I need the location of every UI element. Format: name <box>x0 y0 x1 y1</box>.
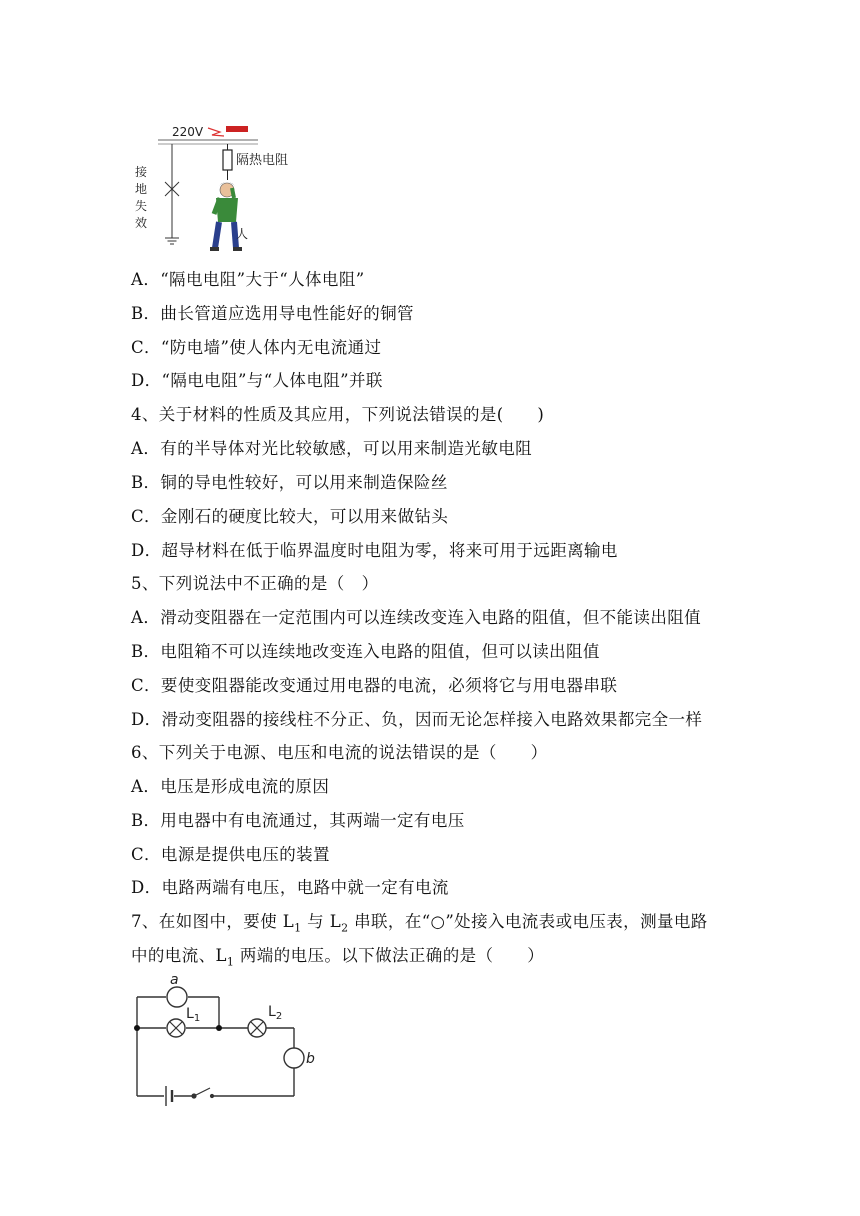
meter-a-icon <box>167 987 187 1007</box>
battery-icon <box>166 1086 172 1106</box>
lamp-l1-label: $L_1$ <box>186 1006 201 1024</box>
q7-subscript: 1 <box>226 955 235 969</box>
q6-option-c: C．电源是提供电压的装置 <box>131 845 330 864</box>
q7-text-part: 串联，在“○”处接入电流表或电压表，测量电路 <box>348 912 708 931</box>
lamp-l2-label: $L_2$ <box>268 1004 283 1022</box>
q5-option-d: D．滑动变阻器的接线柱不分正、负，因而无论怎样接入电路效果都完全一样 <box>131 710 703 729</box>
q7-subscript: 1 <box>294 921 302 935</box>
voltage-label: 220V <box>172 125 204 139</box>
spark-icon <box>208 126 248 136</box>
q3-option-a: A．“隔电电阻”大于“人体电阻” <box>131 270 365 289</box>
q4-stem: 4、关于材料的性质及其应用，下列说法错误的是( ) <box>131 405 545 424</box>
q7-text-part: 7、在如图中，要使 L <box>131 912 295 931</box>
q7-subscript: 2 <box>341 921 349 935</box>
q7-text-part: 与 L <box>301 912 342 931</box>
q4-option-a: A．有的半导体对光比较敏感，可以用来制造光敏电阻 <box>131 439 533 458</box>
q6-option-a: A．电压是形成电流的原因 <box>131 777 330 796</box>
ground-symbol-icon <box>165 238 179 244</box>
q4-option-b: B．铜的导电性较好，可以用来制造保险丝 <box>131 473 448 492</box>
q3-option-c: C．“防电墙”使人体内无电流通过 <box>131 338 382 357</box>
side-label-char-1: 接 <box>135 165 148 179</box>
resistor-label: 隔热电阻 <box>236 153 289 168</box>
q7-text-part: 两端的电压。以下做法正确的是（ ） <box>234 946 545 965</box>
q6-stem: 6、下列关于电源、电压和电流的说法错误的是（ ） <box>131 743 548 762</box>
resistor-icon <box>223 150 232 170</box>
q7-stem-line-1 <box>131 912 708 938</box>
side-label-char-4: 效 <box>135 216 148 230</box>
q5-option-b: B．电阻箱不可以连续地改变连入电路的阻值，但可以读出阻值 <box>131 642 600 661</box>
person-label: 人 <box>236 227 249 241</box>
isolation-resistor-figure <box>128 118 308 254</box>
q5-option-c: C．要使变阻器能改变通过用电器的电流，必须将它与用电器串联 <box>131 676 618 695</box>
meter-a-label: a <box>170 972 179 988</box>
q5-stem: 5、下列说法中不正确的是（ ） <box>131 574 379 593</box>
side-label-char-3: 失 <box>135 199 148 213</box>
side-label-char-2: 地 <box>135 182 148 196</box>
lamp-l1-icon <box>167 1019 185 1037</box>
switch-icon <box>192 1088 214 1098</box>
meter-b-label: b <box>306 1051 315 1067</box>
q4-option-d: D．超导材料在低于临界温度时电阻为零，将来可用于远距离输电 <box>131 541 618 560</box>
q7-text-part: 中的电流、L <box>131 946 227 965</box>
q5-option-a: A．滑动变阻器在一定范围内可以连续改变连入电路的阻值，但不能读出阻值 <box>131 608 702 627</box>
q7-stem-line-2 <box>131 946 544 972</box>
lamp-l2-icon <box>248 1019 266 1037</box>
q3-option-d: D．“隔电电阻”与“人体电阻”并联 <box>131 371 383 390</box>
meter-b-icon <box>284 1048 304 1068</box>
circuit-diagram <box>128 970 328 1106</box>
q4-option-c: C．金刚石的硬度比较大，可以用来做钻头 <box>131 507 449 526</box>
q6-option-d: D．电路两端有电压，电路中就一定有电流 <box>131 878 449 897</box>
q3-option-b: B．曲长管道应选用导电性能好的铜管 <box>131 304 414 323</box>
q6-option-b: B．用电器中有电流通过，其两端一定有电压 <box>131 811 465 830</box>
